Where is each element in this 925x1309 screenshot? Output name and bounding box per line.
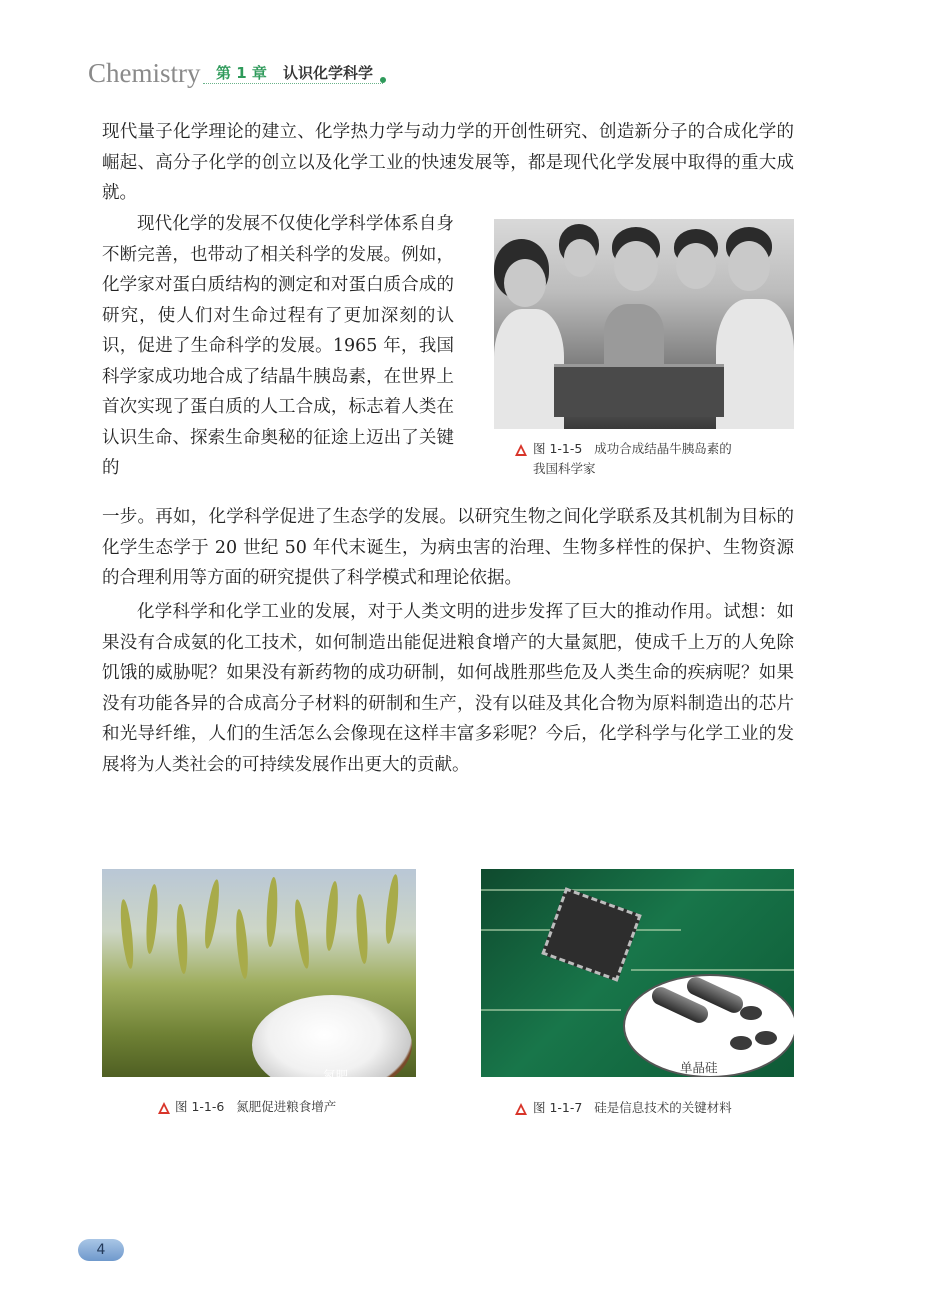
figure-caption-text: 氮肥促进粮食增产 — [236, 1099, 337, 1114]
warning-triangle-icon — [157, 1100, 171, 1114]
header-dot — [380, 77, 386, 83]
scientists-photo — [494, 219, 794, 429]
lab-bench — [554, 364, 724, 417]
figure-number: 图 1-1-6 — [175, 1099, 225, 1114]
figure-number: 图 1-1-5 — [533, 441, 583, 456]
figure-caption-text: 成功合成结晶牛胰岛素的 — [594, 441, 732, 456]
figure-number: 图 1-1-7 — [533, 1100, 583, 1115]
chapter-number: 第 1 章 — [216, 64, 267, 82]
warning-triangle-icon — [514, 1101, 528, 1115]
figure-caption-text: 硅是信息技术的关键材料 — [594, 1100, 732, 1115]
page-number-badge: 4 — [78, 1239, 124, 1261]
paragraph-4: 化学科学和化学工业的发展，对于人类文明的进步发挥了巨大的推动作用。试想：如果没有合成氨的化工技术，如何制造出能促进粮食增产的大量氮肥，使成千上万的人免除饥饿的威胁呢？如果没有新药物的成功研制，如何战胜那些危及人类生命的疾病呢？如果没有功能各异的合成高分子材料的研制和生产，没有以硅及其化合物为原料制造出的芯片和光导纤维，人们的生活怎么会像现在这样丰富多彩呢？今后，化学科学与化学工业的发展将为人类社会的可持续发展作出更大的贡献。 — [102, 602, 794, 775]
figure-caption-1-1-7 — [533, 1098, 793, 1118]
fertilizer-bowl — [252, 995, 412, 1077]
wheat-photo — [102, 869, 416, 1077]
header-dotted-rule — [203, 83, 383, 84]
subject-brand: Chemistry — [88, 58, 201, 88]
microchip — [541, 887, 641, 981]
warning-triangle-icon — [514, 442, 528, 456]
figure-caption-text-line2: 我国科学家 — [533, 461, 596, 476]
chapter-title: 认识化学科学 — [283, 64, 374, 82]
silicon-label: 单晶硅 — [680, 1060, 718, 1075]
circuit-board-photo — [481, 869, 794, 1077]
paragraph-3: 一步。再如，化学科学促进了生态学的发展。以研究生物之间化学联系及其机制为目标的化学生态学于 20 世纪 50 年代末诞生，为病虫害的治理、生物多样性的保护、生物资源的合理利用等方面的研究提供了科学模式和理论依据。 — [102, 507, 794, 588]
fertilizer-label: 氮肥 — [323, 1068, 349, 1083]
figure-caption-1-1-6 — [175, 1097, 435, 1117]
figure-caption-1-1-5 — [533, 439, 783, 479]
paragraph-1: 现代量子化学理论的建立、化学热力学与动力学的开创性研究、创造新分子的合成化学的崛起、高分子化学的创立以及化学工业的快速发展等，都是现代化学发展中取得的重大成就。 — [102, 122, 794, 203]
paragraph-2: 现代化学的发展不仅使化学科学体系自身不断完善，也带动了相关科学的发展。例如，化学家对蛋白质结构的测定和对蛋白质合成的研究，使人们对生命过程有了更加深刻的认识，促进了生命科学的发展。1965 年，我国科学家成功地合成了结晶牛胰岛素，在世界上首次实现了蛋白质的人工合成，标志着人类在认识生命、探索生命奥秘的征途上迈出了关键的 — [102, 214, 454, 478]
page-header — [88, 58, 388, 88]
